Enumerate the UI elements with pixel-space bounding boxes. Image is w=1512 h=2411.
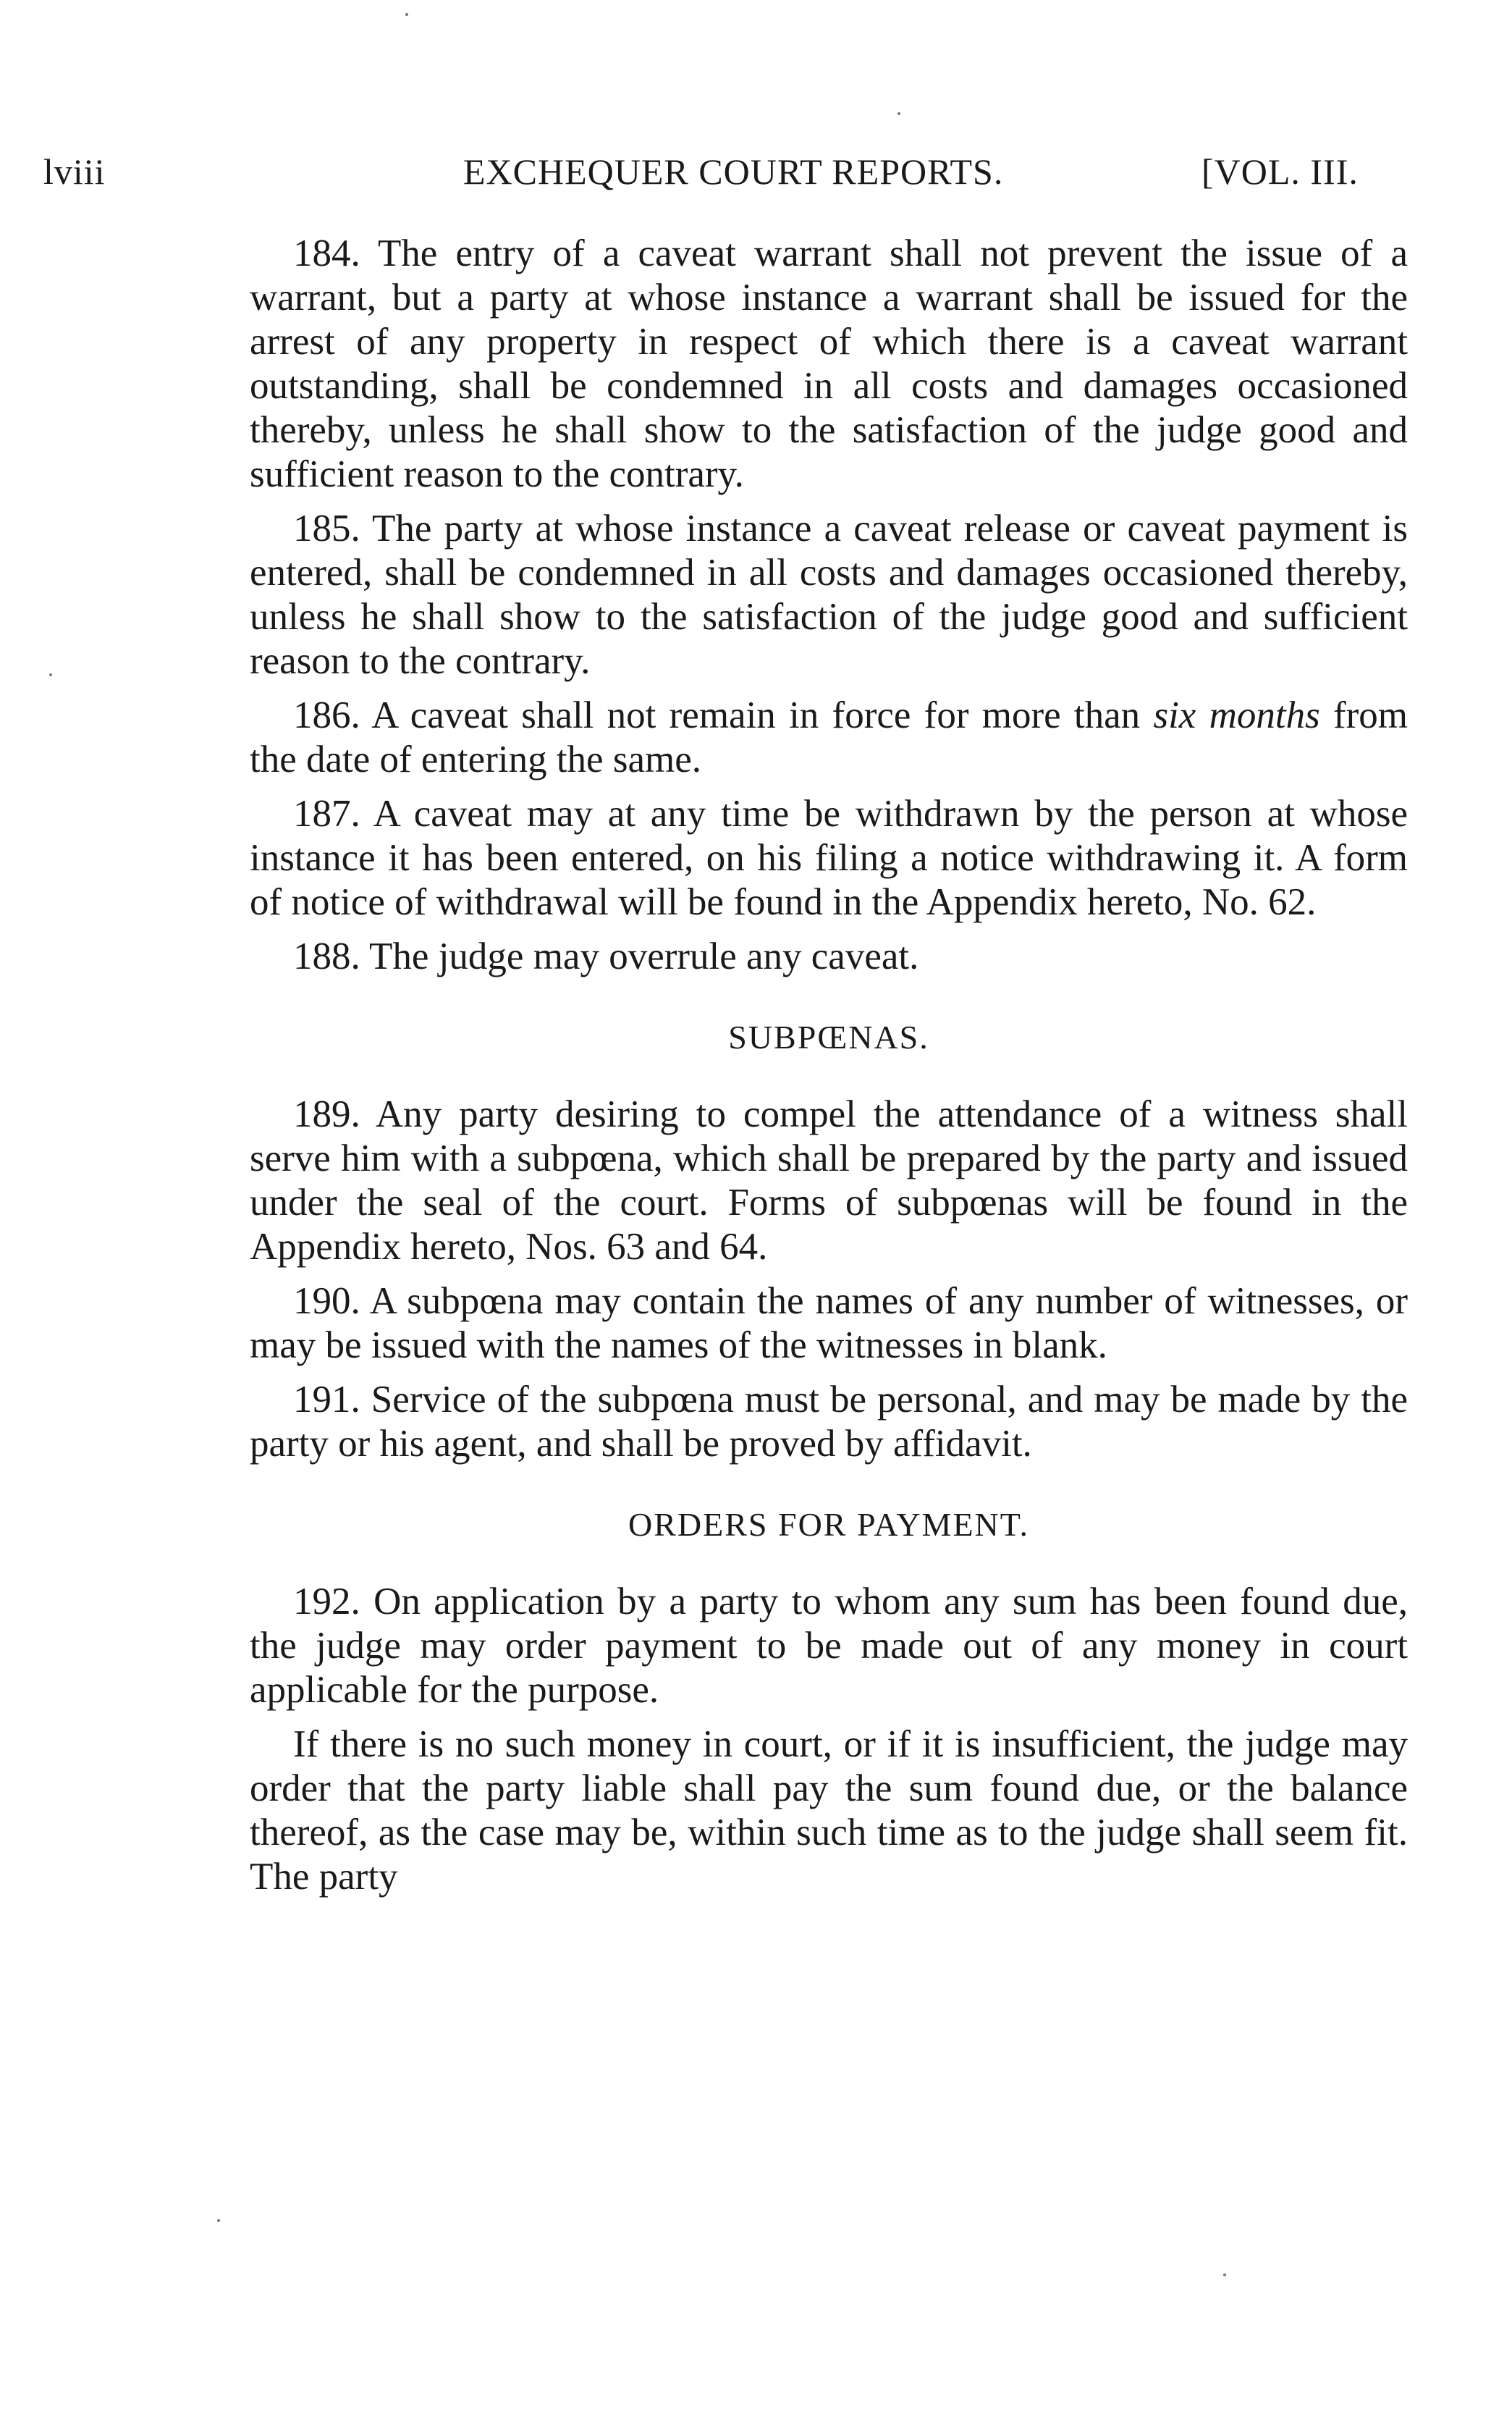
- rule-186-italic: six months: [1153, 694, 1320, 736]
- rule-191: 191. Service of the subpœna must be personal, and may be made by the party or his agent, and shall be proved by affidavit.: [250, 1379, 1408, 1465]
- running-title: EXCHEQUER COURT REPORTS.: [463, 151, 1004, 192]
- rule-184: 184. The entry of a caveat warrant shall not prevent the issue of a warrant, but a party at whose instance a warrant shall be issued for the arrest of any property in respect of which there is a caveat warrant outstanding, shall be condemned in all costs and damages occasioned thereby, unless he shall show to the satisfaction of the judge good and sufficient reason to the contrary.: [250, 232, 1408, 495]
- rule-192-continued: If there is no such money in court, or if it is insufficient, the judge may order that the party liable shall pay the sum found due, or the balance thereof, as the case may be, within such time as to the judge shall seem fit. The party: [250, 1723, 1408, 1898]
- heading-orders-for-payment: ORDERS FOR PAYMENT.: [628, 1506, 1029, 1543]
- paper-speck: [217, 2219, 220, 2222]
- rule-187: 187. A caveat may at any time be withdrawn by the person at whose instance it has been entered, on his filing a notice withdrawing it. A form of notice of withdrawal will be found in the Appendix hereto, No. 62.: [250, 793, 1408, 923]
- rule-188: 188. The judge may overrule any caveat.: [293, 935, 919, 977]
- rule-189: 189. Any party desiring to compel the attendance of a witness shall serve him with a subpœna, which shall be prepared by the party and issued under the seal of the court. Forms of subpœnas will be found in the Appendix hereto, Nos. 63 and 64.: [250, 1093, 1408, 1268]
- paper-speck: [1223, 2273, 1226, 2276]
- rule-190: 190. A subpœna may contain the names of any number of witnesses, or may be issued with the names of the witnesses in blank.: [250, 1280, 1408, 1366]
- page-folio: lviii: [43, 151, 106, 192]
- rule-192: 192. On application by a party to whom any sum has been found due, the judge may order payment to be made out of any money in court applicable for the purpose.: [250, 1581, 1408, 1711]
- rule-186-text-b: from the date of entering the same.: [250, 694, 1408, 780]
- paper-speck: [898, 112, 900, 115]
- heading-subpoenas: SUBPŒNAS.: [728, 1019, 929, 1056]
- running-header: [43, 151, 1404, 201]
- rule-185: 185. The party at whose instance a caveat release or caveat payment is entered, shall be condemned in all costs and damages occasioned thereby, unless he shall show to the satisfaction of the judge good and sufficient reason to the contrary.: [250, 508, 1408, 682]
- paper-speck: [49, 673, 52, 676]
- rules-text: [250, 232, 1408, 1909]
- volume-label: [VOL. III.: [1201, 151, 1359, 192]
- rule-186: [250, 694, 1408, 782]
- paper-speck: [405, 13, 408, 16]
- rule-186-text-a: 186. A caveat shall not remain in force for more than: [293, 694, 1154, 736]
